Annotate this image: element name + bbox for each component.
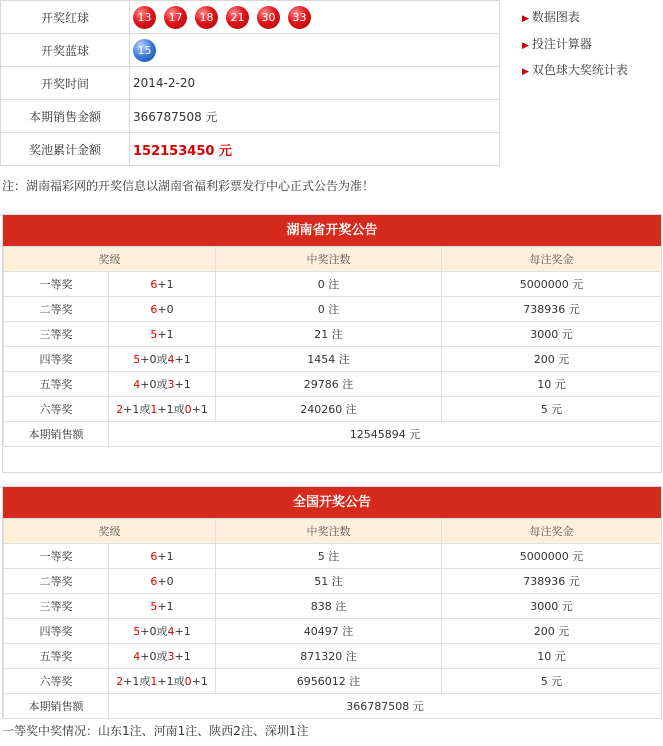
sales-total-value: 366787508 元 [109,694,662,719]
rule-segment: +1 [174,378,191,391]
award-count: 1454 注 [216,347,442,372]
award-rule [109,619,216,644]
rule-segment: 3 [167,378,175,391]
sales-amount: 366787508 元 [130,100,500,133]
col-header-level: 奖级 [4,247,216,272]
table-header-row [4,247,662,272]
province-award-table [3,246,662,447]
award-rule [109,644,216,669]
award-row [4,569,662,594]
rule-segment: +1 [157,327,174,341]
red-ball-label: 开奖红球 [1,1,130,34]
triangle-right-icon: ▶ [522,67,529,77]
col-header-level: 奖级 [4,519,216,544]
award-level: 三等奖 [4,322,109,347]
pool-row [1,133,500,166]
award-count: 5 注 [216,544,442,569]
award-row [4,397,662,422]
rule-segment: +1或 [157,403,185,416]
rule-segment: 1 [150,675,158,688]
red-ball: 17 [164,6,187,29]
rule-segment: 0 [184,675,192,688]
rule-segment: +1或 [123,403,151,416]
link-data-chart[interactable]: ▶ 数据图表 [522,10,580,24]
sales-total-value: 12545894 元 [109,422,662,447]
rule-segment: 2 [116,403,124,416]
award-count: 0 注 [216,297,442,322]
award-prize: 5000000 元 [442,272,662,297]
award-level: 一等奖 [4,544,109,569]
col-header-prize: 每注奖金 [442,519,662,544]
rule-segment: +0或 [140,625,168,638]
award-rule [109,297,216,322]
award-prize: 5 元 [442,397,662,422]
rule-segment: +0或 [140,353,168,366]
award-level: 四等奖 [4,347,109,372]
col-header-count: 中奖注数 [216,519,442,544]
award-row [4,272,662,297]
red-ball: 30 [257,6,280,29]
sales-label: 本期销售金额 [1,100,130,133]
rule-segment: 1 [150,403,158,416]
award-prize: 738936 元 [442,569,662,594]
pool-label: 奖池累计金额 [1,133,130,166]
award-row [4,322,662,347]
award-count: 29786 注 [216,372,442,397]
award-row [4,619,662,644]
award-count: 240260 注 [216,397,442,422]
award-count: 0 注 [216,272,442,297]
red-ball-row [1,1,500,34]
sales-total-label: 本期销售额 [4,694,109,719]
award-rule [109,347,216,372]
award-level: 一等奖 [4,272,109,297]
link-jackpot-stats[interactable]: ▶ 双色球大奖统计表 [522,63,628,77]
rule-segment: +0或 [140,650,168,663]
national-title: 全国开奖公告 [3,487,661,518]
table-header-row [4,519,662,544]
province-title: 湖南省开奖公告 [3,215,661,246]
red-balls [130,1,500,34]
award-prize: 3000 元 [442,322,662,347]
rule-segment: +1或 [123,675,151,688]
province-award-panel [2,214,662,473]
triangle-right-icon: ▶ [522,41,529,51]
rule-segment: +0 [157,302,174,316]
first-prize-winners-note: 一等奖中奖情况：山东1注、河南1注、陕西2注、深圳1注 [2,724,309,738]
award-level: 六等奖 [4,669,109,694]
draw-date-row [1,67,500,100]
award-row [4,544,662,569]
award-prize: 5 元 [442,669,662,694]
blue-ball: 15 [133,39,156,62]
rule-segment: 2 [116,675,124,688]
triangle-right-icon: ▶ [522,14,529,24]
draw-date-label: 开奖时间 [1,67,130,100]
rule-segment: +1 [174,650,191,663]
award-prize: 200 元 [442,347,662,372]
rule-segment: 4 [167,625,175,638]
rule-segment: 6 [150,302,158,316]
rule-segment: +1 [174,625,191,638]
rule-segment: 6 [150,277,158,291]
sales-row [1,100,500,133]
rule-segment: +1 [174,353,191,366]
rule-segment: 3 [167,650,175,663]
award-level: 五等奖 [4,372,109,397]
national-award-table [3,518,662,719]
award-row [4,644,662,669]
award-level: 二等奖 [4,297,109,322]
draw-date: 2014-2-20 [130,67,500,100]
award-level: 五等奖 [4,644,109,669]
rule-segment: +1 [191,675,208,688]
national-award-panel [2,486,662,719]
rule-segment: 4 [133,378,141,391]
red-ball: 21 [226,6,249,29]
disclaimer-note: 注：湖南福彩网的开奖信息以湖南省福利彩票发行中心正式公告为准！ [2,179,375,193]
award-rule [109,322,216,347]
award-row [4,594,662,619]
rule-segment: +0 [157,574,174,588]
award-rule [109,372,216,397]
col-header-prize: 每注奖金 [442,247,662,272]
sales-total-row [4,422,662,447]
award-row [4,372,662,397]
award-rule [109,397,216,422]
award-prize: 10 元 [442,372,662,397]
award-row [4,347,662,372]
award-prize: 5000000 元 [442,544,662,569]
award-prize: 3000 元 [442,594,662,619]
rule-segment: +1 [191,403,208,416]
award-rule [109,594,216,619]
rule-segment: 5 [150,599,158,613]
award-rule [109,272,216,297]
award-rule [109,569,216,594]
rule-segment: 4 [167,353,175,366]
pool-amount: 152153450 元 [133,143,232,159]
sales-total-label: 本期销售额 [4,422,109,447]
rule-segment: 5 [133,353,141,366]
rule-segment: 6 [150,574,158,588]
rule-segment: 4 [133,650,141,663]
rule-segment: 0 [184,403,192,416]
rule-segment: +1 [157,549,174,563]
award-level: 六等奖 [4,397,109,422]
award-count: 871320 注 [216,644,442,669]
draw-info-table [0,0,500,166]
rule-segment: +1 [157,277,174,291]
blue-ball-row [1,34,500,67]
red-ball: 33 [288,6,311,29]
sales-total-row [4,694,662,719]
award-count: 51 注 [216,569,442,594]
rule-segment: +1 [157,599,174,613]
award-prize: 738936 元 [442,297,662,322]
award-prize: 10 元 [442,644,662,669]
award-prize: 200 元 [442,619,662,644]
rule-segment: +1或 [157,675,185,688]
award-level: 二等奖 [4,569,109,594]
rule-segment: +0或 [140,378,168,391]
rule-segment: 6 [150,549,158,563]
award-count: 40497 注 [216,619,442,644]
red-ball: 18 [195,6,218,29]
award-row [4,669,662,694]
award-count: 21 注 [216,322,442,347]
award-row [4,297,662,322]
link-bet-calculator[interactable]: ▶ 投注计算器 [522,37,592,51]
award-rule [109,544,216,569]
award-count: 838 注 [216,594,442,619]
award-level: 四等奖 [4,619,109,644]
red-ball: 13 [133,6,156,29]
award-count: 6956012 注 [216,669,442,694]
rule-segment: 5 [150,327,158,341]
award-rule [109,669,216,694]
blue-ball-label: 开奖蓝球 [1,34,130,67]
rule-segment: 5 [133,625,141,638]
award-level: 三等奖 [4,594,109,619]
col-header-count: 中奖注数 [216,247,442,272]
